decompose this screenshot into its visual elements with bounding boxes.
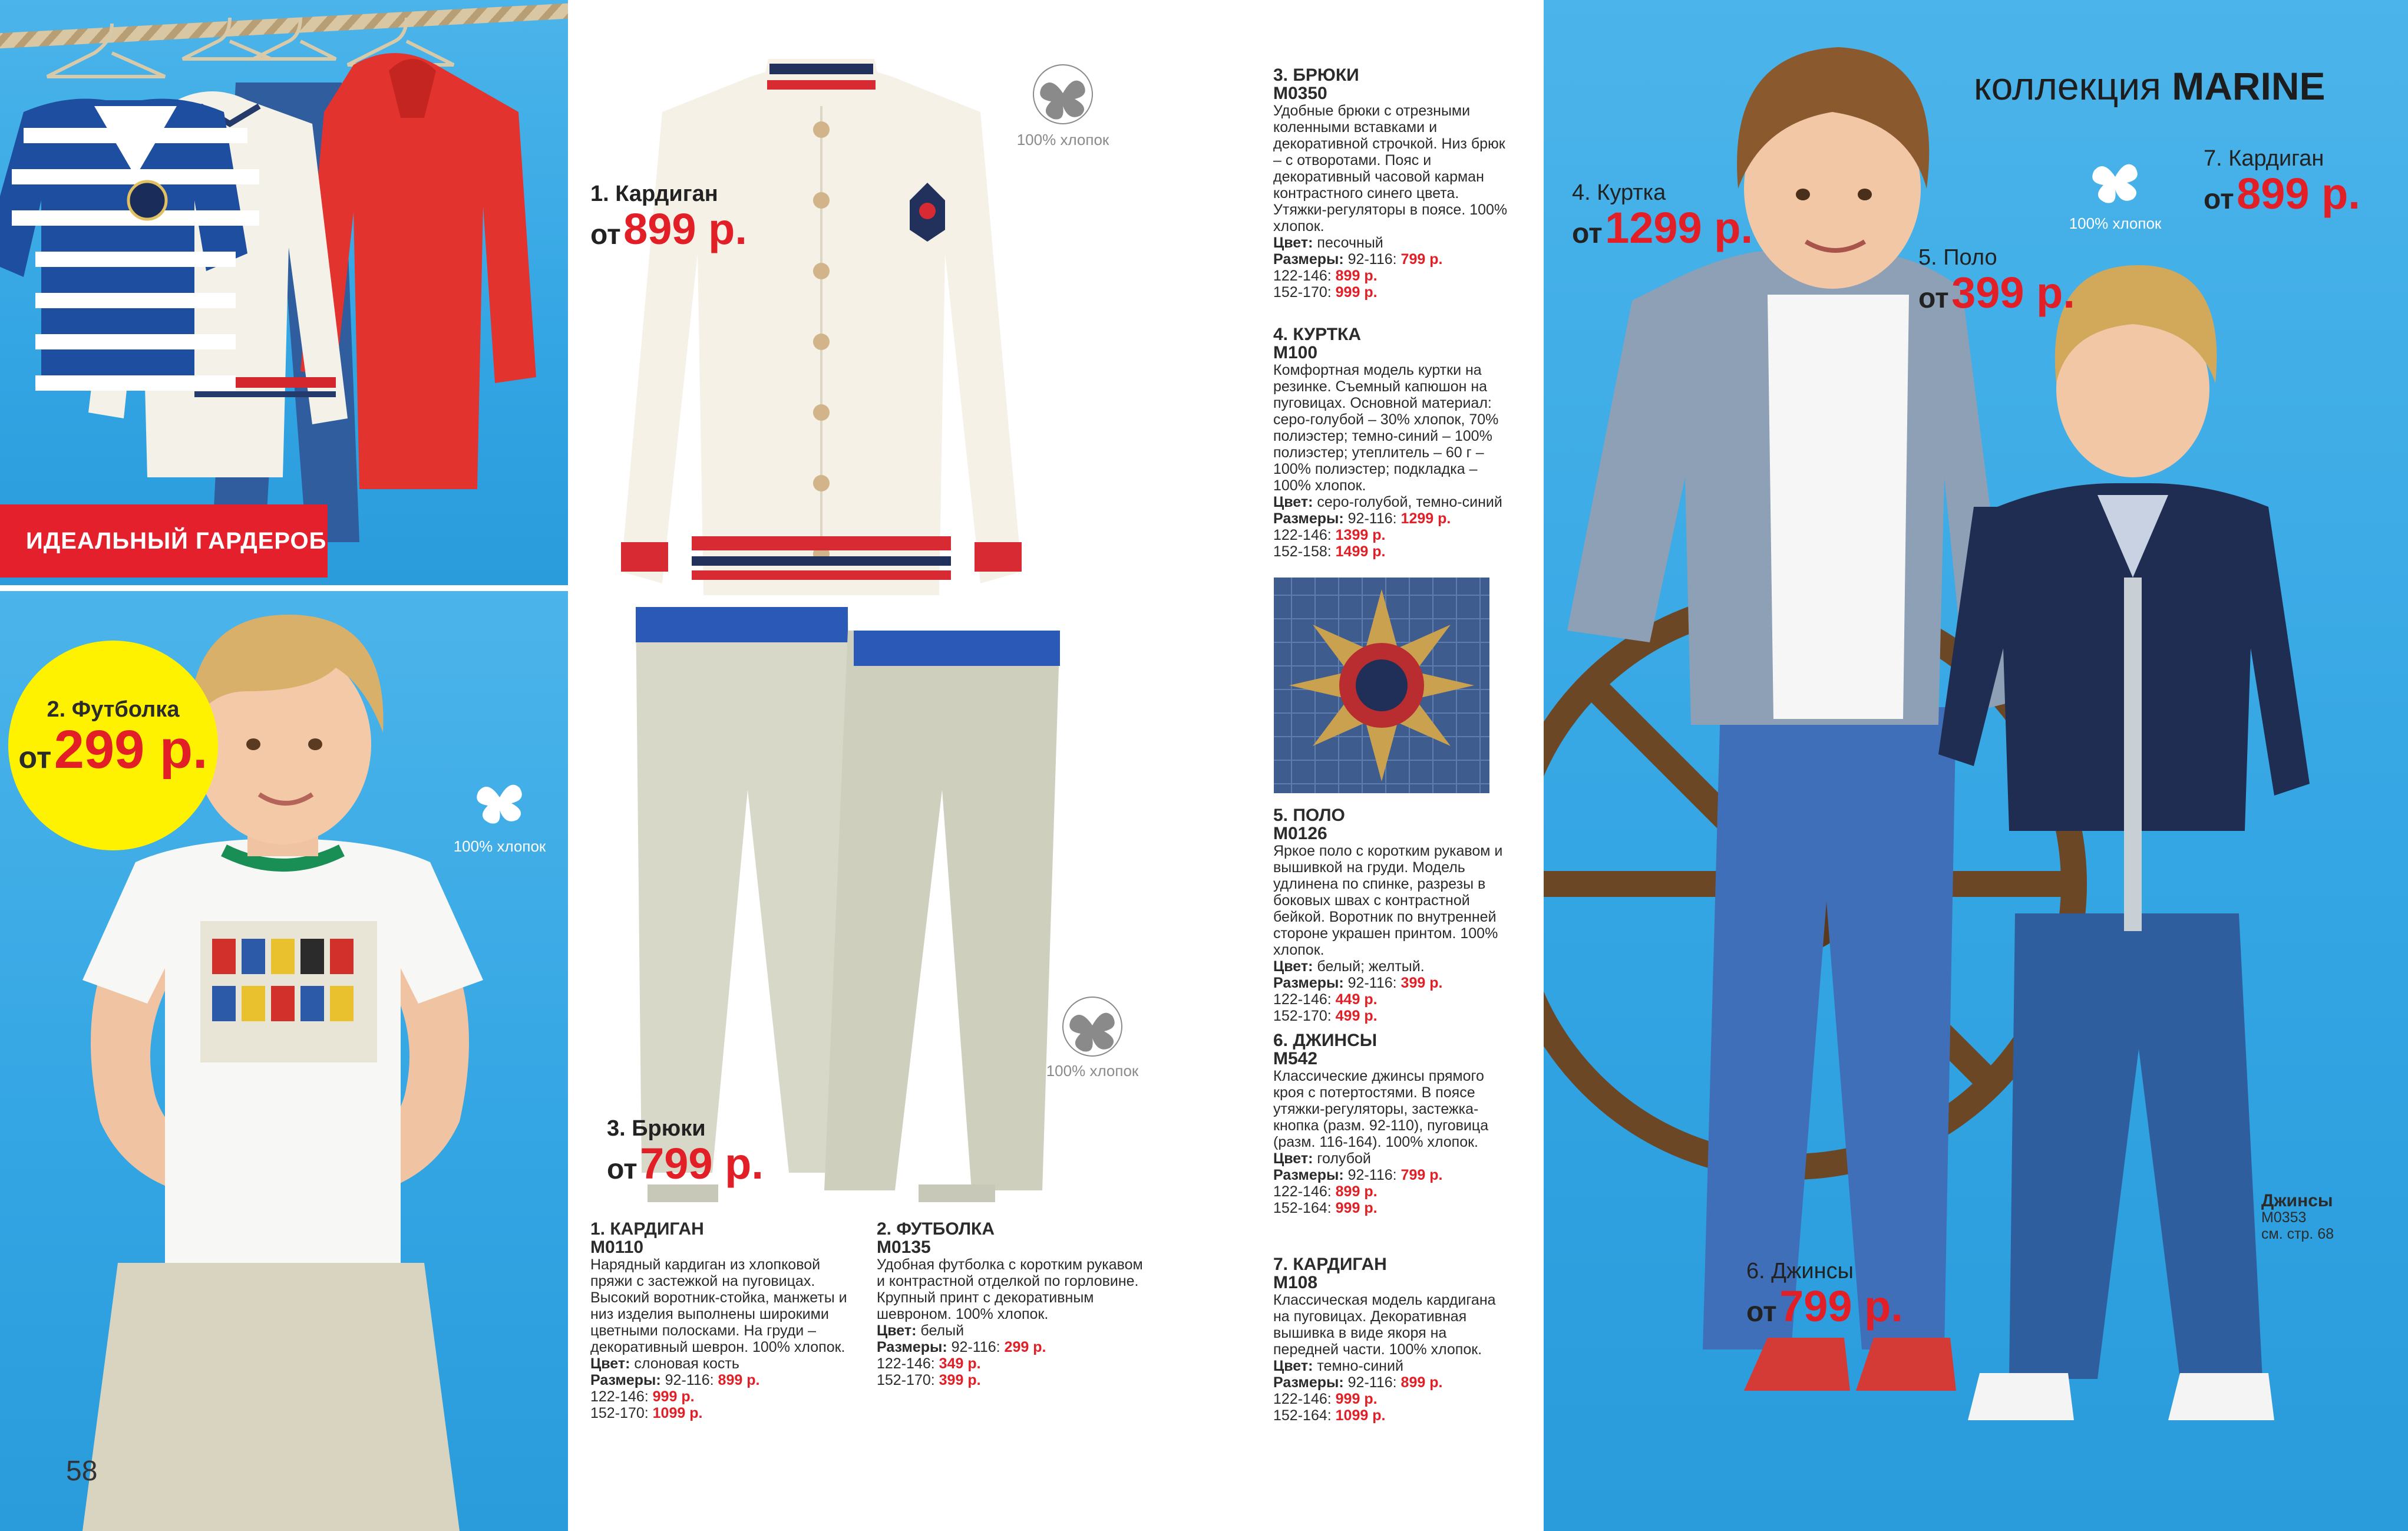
polo-label-price: 399 р.: [1951, 268, 2075, 317]
desc-text: Яркое поло с коротким рукавом и вышивкой на груди. Модель удлинена по спинке, разрезы в боковых швах с контрастной бейкой. Воротник по внутренней стороне украшен принтом. 100% хлопок.: [1273, 843, 1503, 958]
desc-pants: [1273, 66, 1509, 301]
products-column: [568, 0, 1544, 1531]
desc-size-row: Размеры: 92-116: 799 р.: [1273, 1167, 1443, 1183]
desc-size-row: Размеры: 92-116: 1299 р.: [1273, 510, 1451, 527]
cardigan-label-name: 1. Кардиган: [590, 182, 718, 206]
cotton-icon: [2085, 147, 2146, 209]
desc-code: M108: [1273, 1273, 1318, 1292]
desc-code: M542: [1273, 1049, 1318, 1068]
collection-prefix: коллекция: [1974, 64, 2161, 108]
ideal-wardrobe-banner: [0, 504, 328, 578]
polo-label-name: 5. Поло: [1918, 245, 1997, 270]
jacket-label-name: 4. Куртка: [1572, 180, 1666, 205]
cotton-icon: [1062, 996, 1123, 1057]
desc-text: Классические джинсы прямого кроя с потертостями. В поясе утяжки-регуляторы, застежка-кнопка (разм. 92-110), пуговица (разм. 116-164). 100% хлопок.: [1273, 1068, 1489, 1150]
jeans-label-name: 6. Джинсы: [1746, 1259, 1854, 1283]
desc-code: M0135: [877, 1238, 931, 1257]
desc-text: Классическая модель кардигана на пуговицах. Декоративная вышивка в виде якоря на передней части. 100% хлопок.: [1273, 1292, 1496, 1358]
desc-size-row: 152-170: 1099 р.: [590, 1405, 703, 1421]
circle-price-value: 299 р.: [54, 720, 208, 780]
desc-color: Цвет: песочный: [1273, 235, 1383, 251]
circle-from: от: [18, 741, 52, 775]
tshirt-price-circle: [8, 641, 218, 850]
cotton-icon: [1032, 64, 1094, 125]
pants-label-price: 799 р.: [640, 1139, 764, 1188]
desc-cardigan2: [1273, 1255, 1509, 1424]
desc-size-row: Размеры: 92-116: 799 р.: [1273, 251, 1443, 268]
desc-color: Цвет: белый; желтый.: [1273, 958, 1425, 975]
wardrobe-photo: [0, 0, 568, 585]
cardigan-label-price: 899 р.: [623, 204, 747, 253]
ref-title: Джинсы: [2261, 1191, 2333, 1210]
jeans-label-price: 799 р.: [1779, 1281, 1903, 1331]
desc-size-row: 122-146: 349 р.: [877, 1355, 981, 1372]
desc-text: Нарядный кардиган из хлопковой пряжи с застежкой на пуговицах. Высокий воротник-стойка, манжеты и низ изделия выполнены широкими цветными полосками. На груди – декоративный шеврон. 100% хлопок.: [590, 1256, 847, 1355]
ref-code: M0353: [2261, 1209, 2307, 1226]
desc-title: 5. ПОЛО: [1273, 806, 1345, 825]
desc-code: M0350: [1273, 84, 1327, 103]
circle-price: [8, 720, 218, 780]
desc-title: 4. КУРТКА: [1273, 325, 1361, 344]
jeans-reference: [2261, 1193, 2379, 1242]
desc-cardigan: [590, 1220, 861, 1421]
desc-title: 2. ФУТБОЛКА: [877, 1219, 995, 1239]
collection-name: MARINE: [2172, 64, 2326, 108]
banner-text: ИДЕАЛЬНЫЙ ГАРДЕРОБ: [26, 527, 327, 554]
cotton-badge-pants: [1033, 996, 1151, 1080]
desc-color: Цвет: слоновая кость: [590, 1355, 739, 1372]
ref-page: см. стр. 68: [2261, 1226, 2334, 1242]
cotton-text: 100% хлопок: [1016, 131, 1109, 149]
cardigan-price-label: [590, 183, 747, 252]
desc-size-row: 152-170: 399 р.: [877, 1372, 981, 1388]
cotton-badge-right: [2050, 147, 2180, 233]
desc-title: 1. КАРДИГАН: [590, 1219, 704, 1239]
cardigan-right-label-from: от: [2204, 183, 2234, 215]
cardigan-image: [615, 47, 1028, 613]
desc-size-row: 122-146: 999 р.: [590, 1388, 695, 1405]
pants-price-label: [607, 1117, 764, 1187]
clothes-illustration: [0, 0, 568, 585]
jacket-label-from: от: [1572, 217, 1603, 249]
cardigan-label-from: от: [590, 219, 621, 250]
pants-label-name: 3. Брюки: [607, 1116, 706, 1141]
desc-size-row: 152-170: 499 р.: [1273, 1008, 1378, 1024]
desc-size-row: Размеры: 92-116: 899 р.: [590, 1372, 760, 1388]
desc-size-row: 122-146: 1399 р.: [1273, 527, 1386, 543]
jeans-price-label: [1746, 1260, 1903, 1329]
tshirt-boy-photo: [0, 591, 568, 1531]
desc-polo: [1273, 806, 1509, 1024]
page-number: 58: [66, 1456, 98, 1487]
cotton-icon: [469, 768, 530, 829]
desc-size-row: Размеры: 92-116: 299 р.: [877, 1339, 1046, 1355]
desc-size-row: 152-164: 999 р.: [1273, 1200, 1378, 1216]
desc-code: M0110: [590, 1238, 644, 1257]
collection-title: [1974, 64, 2326, 108]
jacket-label-price: 1299 р.: [1605, 203, 1753, 252]
cardigan-right-label-name: 7. Кардиган: [2204, 146, 2324, 171]
desc-color: Цвет: голубой: [1273, 1150, 1371, 1167]
desc-title: 3. БРЮКИ: [1273, 65, 1359, 85]
cotton-text: 100% хлопок: [1046, 1062, 1139, 1080]
marine-collection-photo: [1544, 0, 2408, 1531]
desc-title: 7. КАРДИГАН: [1273, 1255, 1387, 1274]
desc-size-row: 152-164: 1099 р.: [1273, 1407, 1386, 1424]
cotton-badge-cardigan: [1004, 64, 1122, 149]
desc-size-row: 152-158: 1499 р.: [1273, 543, 1386, 560]
polo-label-from: от: [1918, 282, 1949, 314]
desc-text: Комфортная модель куртки на резинке. Съемный капюшон на пуговицах. Основной материал: серо-голубой – 30% хлопок, 70% полиэстер; темно-синий – 100% полиэстер; утеплитель – 60 г – 100% полиэстер; подкладка – 100% хлопок.: [1273, 362, 1499, 494]
desc-text: Удобная футболка с коротким рукавом и контрастной отделкой по горловине. Крупный принт с декоративным шевроном. 100% хлопок.: [877, 1256, 1143, 1322]
desc-text: Удобные брюки с отрезными коленными вставками и декоративной строчкой. Низ брюк – с отворотами. Пояс и декоративный часовой карман контрастного синего цвета. Утяжки-регуляторы в поясе. 100% хлопок.: [1273, 103, 1508, 235]
cardigan-right-label-price: 899 р.: [2237, 169, 2360, 218]
desc-jacket: [1273, 325, 1509, 560]
desc-size-row: Размеры: 92-116: 399 р.: [1273, 975, 1443, 991]
embroidery-detail-image: [1274, 578, 1489, 793]
desc-color: Цвет: белый: [877, 1322, 964, 1339]
circle-product-name: 2. Футболка: [47, 697, 180, 722]
desc-size-row: 122-146: 449 р.: [1273, 991, 1378, 1008]
desc-code: M0126: [1273, 824, 1327, 843]
desc-size-row: 122-146: 999 р.: [1273, 1391, 1378, 1407]
desc-size-row: 152-170: 999 р.: [1273, 284, 1378, 301]
cotton-badge-left: [441, 768, 559, 856]
desc-size-row: 122-146: 899 р.: [1273, 1183, 1378, 1200]
desc-color: Цвет: серо-голубой, темно-синий: [1273, 494, 1502, 510]
jacket-price-label: [1572, 182, 1753, 251]
cardigan-right-price-label: [2204, 147, 2360, 217]
desc-code: M100: [1273, 343, 1318, 362]
desc-title: 6. ДЖИНСЫ: [1273, 1031, 1378, 1050]
desc-size-row: Размеры: 92-116: 899 р.: [1273, 1374, 1443, 1391]
desc-size-row: 122-146: 899 р.: [1273, 268, 1378, 284]
cotton-text: 100% хлопок: [2069, 215, 2162, 232]
pants-label-from: от: [607, 1153, 637, 1185]
desc-jeans: [1273, 1031, 1509, 1216]
polo-price-label: [1918, 246, 2075, 316]
jeans-label-from: от: [1746, 1296, 1777, 1328]
desc-tshirt: [877, 1220, 1148, 1388]
desc-color: Цвет: темно-синий: [1273, 1358, 1403, 1374]
cotton-text: 100% хлопок: [453, 837, 546, 855]
